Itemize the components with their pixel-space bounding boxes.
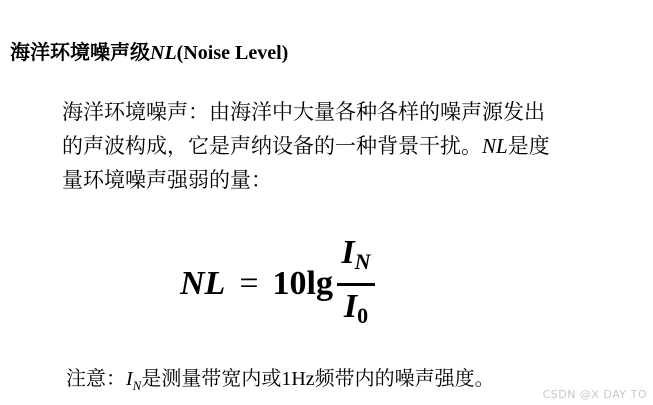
note-unit: 1Hz [281, 368, 315, 390]
paragraph-line-3: 量环境噪声强弱的量： [62, 168, 272, 192]
note-symbol-subscript: N [132, 378, 142, 393]
definition-paragraph [62, 95, 632, 197]
watermark: CSDN @X DAY TO [542, 388, 647, 401]
numerator-subscript: N [354, 248, 371, 274]
formula-lhs: NL [180, 265, 226, 302]
note-symbol: I [126, 368, 133, 390]
denominator-subscript: 0 [357, 302, 369, 328]
fraction-bar [337, 283, 375, 286]
formula-denominator [342, 288, 370, 335]
heading-english: (Noise Level) [176, 42, 289, 64]
formula-fraction [337, 234, 375, 335]
numerator-symbol: I [341, 233, 355, 271]
formula-equals: = [239, 265, 259, 302]
paragraph-line-2-tail: 是度 [507, 134, 550, 158]
formula-numerator [339, 234, 372, 281]
paragraph-abbreviation: NL [482, 134, 508, 158]
note-line [66, 362, 495, 394]
denominator-symbol: I [343, 287, 358, 325]
section-heading [10, 36, 288, 65]
paragraph-line-2 [62, 129, 632, 163]
paragraph-line-1: 海洋环境噪声：由海洋中大量各种各样的噪声源发出 [62, 100, 545, 124]
formula-coefficient: 10lg [272, 265, 333, 302]
heading-abbreviation: NL [150, 42, 177, 64]
noise-level-formula [180, 233, 375, 328]
paragraph-line-2-text: 的声波构成，它是声纳设备的一种背景干扰。 [62, 134, 482, 158]
note-text-a: 是测量带宽内或 [141, 366, 282, 390]
note-prefix: 注意： [66, 366, 126, 390]
note-text-b: 频带内的噪声强度。 [314, 366, 495, 390]
heading-chinese: 海洋环境噪声级 [10, 40, 150, 64]
